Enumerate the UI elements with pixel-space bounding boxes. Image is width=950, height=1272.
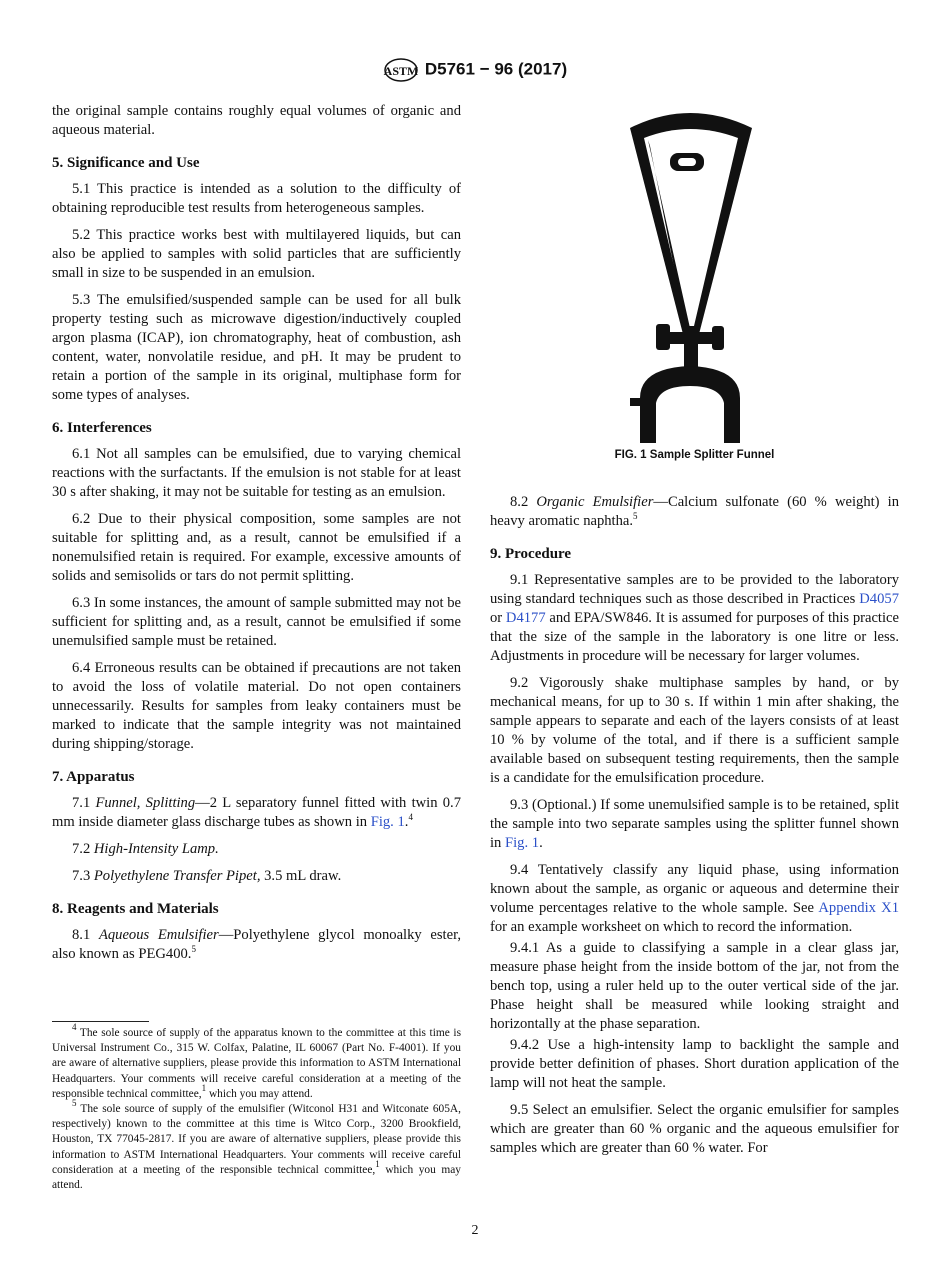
paragraph xyxy=(52,102,461,140)
italic-term: Polyethylene Transfer Pipet, xyxy=(93,868,261,884)
text-run: 5.1 This practice is intended as a solution to the difficulty of obtaining reproducible test results from heterogeneous samples. xyxy=(52,181,461,216)
right-column xyxy=(490,493,899,1166)
text-run: for an example worksheet on which to record the information. xyxy=(490,919,853,935)
text-run: —Calcium sulfonate (60 % weight) in heavy aromatic naphtha. xyxy=(490,494,899,529)
cross-reference-link[interactable]: Appendix X1 xyxy=(818,900,900,916)
cross-reference-link[interactable]: Fig. 1 xyxy=(505,835,540,851)
text-run: —Polyethylene glycol monoalky ester, also known as PEG400. xyxy=(52,927,461,962)
text-run: 5. Significance and Use xyxy=(52,155,200,171)
section-heading xyxy=(52,154,461,173)
section-heading xyxy=(52,419,461,438)
paragraph xyxy=(52,840,461,859)
footnote-marker: 4 xyxy=(408,812,413,822)
text-run: 9. Procedure xyxy=(490,546,572,562)
text-run: 7.1 xyxy=(72,795,96,811)
paragraph xyxy=(490,1101,899,1158)
paragraph xyxy=(490,571,899,666)
svg-text:ASTM: ASTM xyxy=(383,64,419,78)
text-run: —2 L separatory funnel fitted with twin 0.7 mm inside diameter glass discharge tubes as shown in xyxy=(52,795,461,830)
page-header xyxy=(0,57,950,83)
italic-term: High-Intensity Lamp. xyxy=(93,841,219,857)
text-run: 6.1 Not all samples can be emulsified, due to varying chemical reactions with the surfactants. If the emulsion is not stable for at least 30 s after shaking, it may not be suitable for testing as an emulsion. xyxy=(52,446,461,500)
page-number: 2 xyxy=(471,1223,479,1238)
text-run: 8.1 xyxy=(72,927,99,943)
astm-logo-icon xyxy=(383,57,419,83)
text-run: or xyxy=(490,610,506,626)
text-run: 9.5 Select an emulsifier. Select the organic emulsifier for samples which are greater than 60 % organic and the aqueous emulsifier for samples which are greater than 60 % water. For xyxy=(490,1102,899,1156)
text-run: which you may attend. xyxy=(206,1087,313,1100)
paragraph xyxy=(52,594,461,651)
paragraph xyxy=(490,1036,899,1093)
paragraph xyxy=(52,794,461,832)
text-run: and EPA/SW846. It is assumed for purposes of this practice that the size of the sample in the laboratory is one litre or less. Adjustments in procedure will be necessary for larger volumes. xyxy=(490,610,900,664)
paragraph xyxy=(52,291,461,405)
text-run: 6.4 Erroneous results can be obtained if precautions are not taken to avoid the loss of volatile material. Do not open containers unnecessarily. Results for samples from leaky containers must be marked to indicate that the sample integrity was not maintained during shipping/storage. xyxy=(52,660,461,752)
text-run: . xyxy=(404,814,409,830)
paragraph xyxy=(490,796,899,853)
text-run: 6.3 In some instances, the amount of sample submitted may not be sufficient for splitting and, as a result, cannot be emulsified if some unemulsified sample must be retained. xyxy=(52,595,461,649)
document-designation: D5761 − 96 (2017) xyxy=(424,59,568,79)
cross-reference-link[interactable]: D4057 xyxy=(859,591,899,607)
text-run: which you may attend. xyxy=(52,1163,462,1192)
text-run: The sole source of supply of the emulsifier (Witconol H31 and Witconate 605A, respectively) known to the committee at this time is Witco Corp., 3200 Brookfield, Houston, TX 77045-2817. If you are aware of alternative suppliers, please provide this information to ASTM International Headquarters. Your comments will receive careful consideration at a meeting of the responsible technical committee, xyxy=(52,1103,461,1176)
text-run: 9.4.2 Use a high-intensity lamp to backlight the sample and provide better definition of phases. Short duration application of the lamp will not heat the sample. xyxy=(490,1037,899,1091)
footnote-marker: 1 xyxy=(201,1082,207,1093)
figure-caption: FIG. 1 Sample Splitter Funnel xyxy=(614,449,775,461)
splitter-funnel-figure xyxy=(620,98,760,443)
paragraph xyxy=(52,510,461,586)
text-run: 5.3 The emulsified/suspended sample can be used for all bulk property testing such as microwave digestion/inductively coupled argon plasma (ICAP), ion chromatography, heat of combustion, ash content, water, nonvolatile residue, and pH. It may be prudent to retain a portion of the sample in its original, multiphase form for some types of analyses. xyxy=(52,292,461,403)
text-run: 9.2 Vigorously shake multiphase samples by hand, or by mechanical means, for up to 30 s. If within 1 min after shaking, the sample appears to separate and each of the layers consists of at least 10 % by volume of the total, and if there is a sufficient sample available based on subsequent testing requirements, then the sample is a candidate for the emulsification procedure. xyxy=(490,675,899,786)
text-run: the original sample contains roughly equal volumes of organic and aqueous material. xyxy=(52,103,461,138)
paragraph xyxy=(52,867,461,886)
paragraph xyxy=(490,939,899,1034)
footnotes xyxy=(52,1022,462,1193)
text-run: 7.3 xyxy=(72,868,94,884)
paragraph xyxy=(52,926,461,964)
text-run: The sole source of supply of the apparatus known to the committee at this time is Universal Instrument Co., 315 W. Colfax, Palatine, IL 60067 (Part No. F-4001). If you are aware of alternative suppliers, please provide this information to ASTM International Headquarters. Your comments will receive careful consideration at a meeting of the responsible technical committee, xyxy=(52,1027,461,1100)
text-run: 7.2 xyxy=(72,841,94,857)
text-run: 5.2 This practice works best with multilayered liquids, but can also be applied to samples with solid particles that are sufficiently small in size to be suspended in an emulsion. xyxy=(52,227,461,281)
text-run: 7. Apparatus xyxy=(52,769,135,785)
section-heading xyxy=(490,545,899,564)
text-run: 9.4 Tentatively classify any liquid phase, using information known about the sample, as organic or aqueous and determine their volume percentages relative to the whole sample. See xyxy=(490,862,899,916)
footnote-marker: 4 xyxy=(72,1022,77,1032)
paragraph xyxy=(490,861,899,937)
text-run: . xyxy=(539,835,543,851)
text-run: 9.1 Representative samples are to be provided to the laboratory using standard techniques such as those described in Practices xyxy=(490,572,899,607)
paragraph xyxy=(490,493,899,531)
left-column xyxy=(52,102,461,972)
footnote-marker: 5 xyxy=(633,511,638,521)
section-heading xyxy=(52,900,461,919)
paragraph xyxy=(52,180,461,218)
footnote-marker: 5 xyxy=(191,944,196,954)
text-run: 9.4.1 As a guide to classifying a sample in a clear glass jar, measure phase height from the inside bottom of the jar, not from the bench top, using a ruler held up to the outer vertical side of the jar. Phase height shall be measured while looking straight and horizontally at the phase separation. xyxy=(490,940,899,1032)
footnote xyxy=(52,1022,461,1102)
paragraph xyxy=(52,659,461,754)
section-heading xyxy=(52,768,461,787)
text-run: 3.5 mL draw. xyxy=(260,868,342,884)
footnote-marker: 1 xyxy=(375,1158,380,1169)
paragraph xyxy=(490,674,899,788)
footnote-marker: 5 xyxy=(72,1098,77,1109)
paragraph xyxy=(52,445,461,502)
text-run: 9.3 (Optional.) If some unemulsified sample is to be retained, split the sample into two separate samples using the splitter funnel shown in xyxy=(490,797,899,851)
text-run: 8.2 xyxy=(510,494,537,510)
italic-term: Organic Emulsifier xyxy=(536,494,654,510)
text-run: 8. Reagents and Materials xyxy=(52,901,219,917)
footnote-divider xyxy=(52,1021,149,1022)
text-run: 6. Interferences xyxy=(52,420,152,436)
cross-reference-link[interactable]: Fig. 1 xyxy=(370,814,405,830)
italic-term: Funnel, Splitting xyxy=(95,795,196,811)
cross-reference-link[interactable]: D4177 xyxy=(505,610,546,626)
text-run: 6.2 Due to their physical composition, some samples are not suitable for splitting and, as a result, cannot be emulsified if a nonemulsified retain is required. For example, excessive amounts of solids and semisolids or tars do not permit splitting. xyxy=(52,511,461,584)
footnote xyxy=(52,1098,462,1193)
paragraph xyxy=(52,226,461,283)
italic-term: Aqueous Emulsifier xyxy=(98,927,219,943)
